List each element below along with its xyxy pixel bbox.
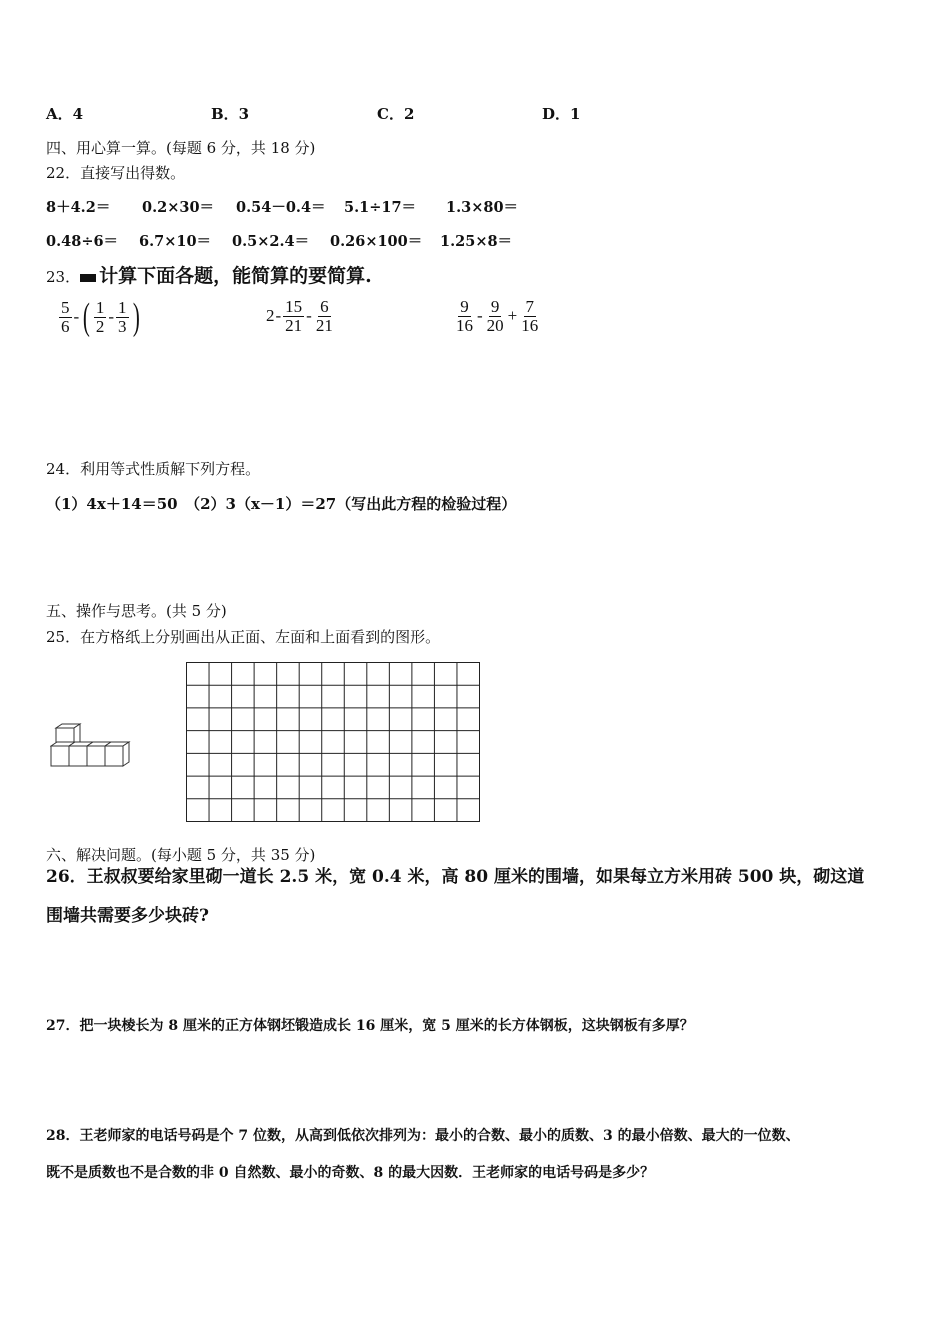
q22-r2-c5: 1.25×8＝ (440, 233, 513, 250)
cube-front-face (87, 746, 105, 766)
q23-expression-2 (266, 298, 336, 335)
minus-sign: - (73, 307, 80, 326)
fraction: $\frac{9}{16}$ (456, 297, 473, 335)
q28-line-1: 28．王老师家的电话号码是个 7 位数，从高到低依次排列为：最小的合数、最小的质数、3 的最小倍数、最大的一位数、 (46, 1128, 800, 1144)
minus-sign: - (306, 306, 312, 326)
q22-title: 22．直接写出得数。 (46, 164, 186, 182)
option-c: C．2 (377, 105, 415, 123)
section-5-heading: 五、操作与思考。(共 5 分) (46, 602, 227, 620)
minus-sign: - (477, 306, 483, 326)
fraction: $\frac{15}{21}$ (285, 297, 303, 335)
option-b: B．3 (211, 105, 250, 123)
q23-title: 计算下面各题，能简算的要简算. (99, 265, 372, 287)
option-a: A．4 (46, 105, 84, 123)
q23-expression-1 (58, 298, 142, 336)
fraction: $\frac{9}{20}$ (486, 297, 504, 335)
q27-text: 27．把一块棱长为 8 厘米的正方体钢坯锻造成长 16 厘米，宽 5 厘米的长方体钢板，这块钢板有多厚？ (46, 1018, 694, 1034)
q28-line-2: 既不是质数也不是合数的非 0 自然数、最小的奇数、8 的最大因数．王老师家的电话号码是多少？ (46, 1165, 655, 1181)
block-icon (80, 274, 96, 282)
q22-r1-c1: 8＋4.2＝ (46, 199, 111, 216)
q22-r2-c1: 0.48÷6＝ (46, 233, 119, 250)
q22-r2-c2: 6.7×10＝ (139, 233, 212, 250)
q22-r1-c2: 0.2×30＝ (142, 199, 215, 216)
q23-number: 23． (46, 268, 81, 286)
fraction: $\frac{1}{3}$ (118, 297, 127, 336)
fraction: $\frac{6}{21}$ (315, 297, 333, 335)
q24-equations: （1）4x＋14＝50 （2）3（x－1）＝27（写出此方程的检验过程） (46, 495, 517, 513)
cube-front-face (105, 746, 123, 766)
section-6-heading: 六、解决问题。(每小题 5 分，共 35 分) (46, 846, 316, 864)
q22-r1-c5: 1.3×80＝ (446, 199, 519, 216)
right-paren: ) (132, 296, 140, 338)
cube-front-face (69, 746, 87, 766)
q23-expression-3 (453, 298, 541, 335)
q24-title: 24．利用等式性质解下列方程。 (46, 460, 261, 478)
q22-r2-c4: 0.26×100＝ (330, 233, 423, 250)
left-paren: ( (83, 296, 90, 338)
q25-title: 25．在方格纸上分别画出从正面、左面和上面看到的图形。 (46, 628, 441, 646)
cube-front-face (51, 746, 69, 766)
minus-sign: - (108, 307, 114, 326)
cube-side-face (123, 742, 129, 766)
plus-sign: + (507, 306, 518, 326)
option-d: D．1 (542, 105, 581, 123)
q22-r1-c3: 0.54－0.4＝ (236, 199, 326, 216)
q26-line-2: 围墙共需要多少块砖? (46, 906, 209, 926)
fraction: $\frac{1}{2}$ (95, 297, 105, 336)
fraction: $\frac{7}{16}$ (521, 297, 539, 335)
q22-r1-c4: 5.1÷17＝ (344, 199, 417, 216)
grid-paper (186, 662, 480, 822)
section-4-heading: 四、用心算一算。(每题 6 分，共 18 分) (46, 139, 316, 157)
fraction: $\frac{5}{6}$ (61, 297, 70, 336)
whole-number: 2 (266, 306, 275, 326)
q22-r2-c3: 0.5×2.4＝ (232, 233, 310, 250)
q23-heading (46, 261, 372, 288)
q26-line-1: 26．王叔叔要给家里砌一道长 2.5 米，宽 0.4 米，高 80 厘米的围墙，如果每立方米用砖 500 块，砌这道 (46, 867, 865, 887)
minus-sign: - (275, 306, 282, 326)
cube-stack-figure (50, 722, 140, 772)
